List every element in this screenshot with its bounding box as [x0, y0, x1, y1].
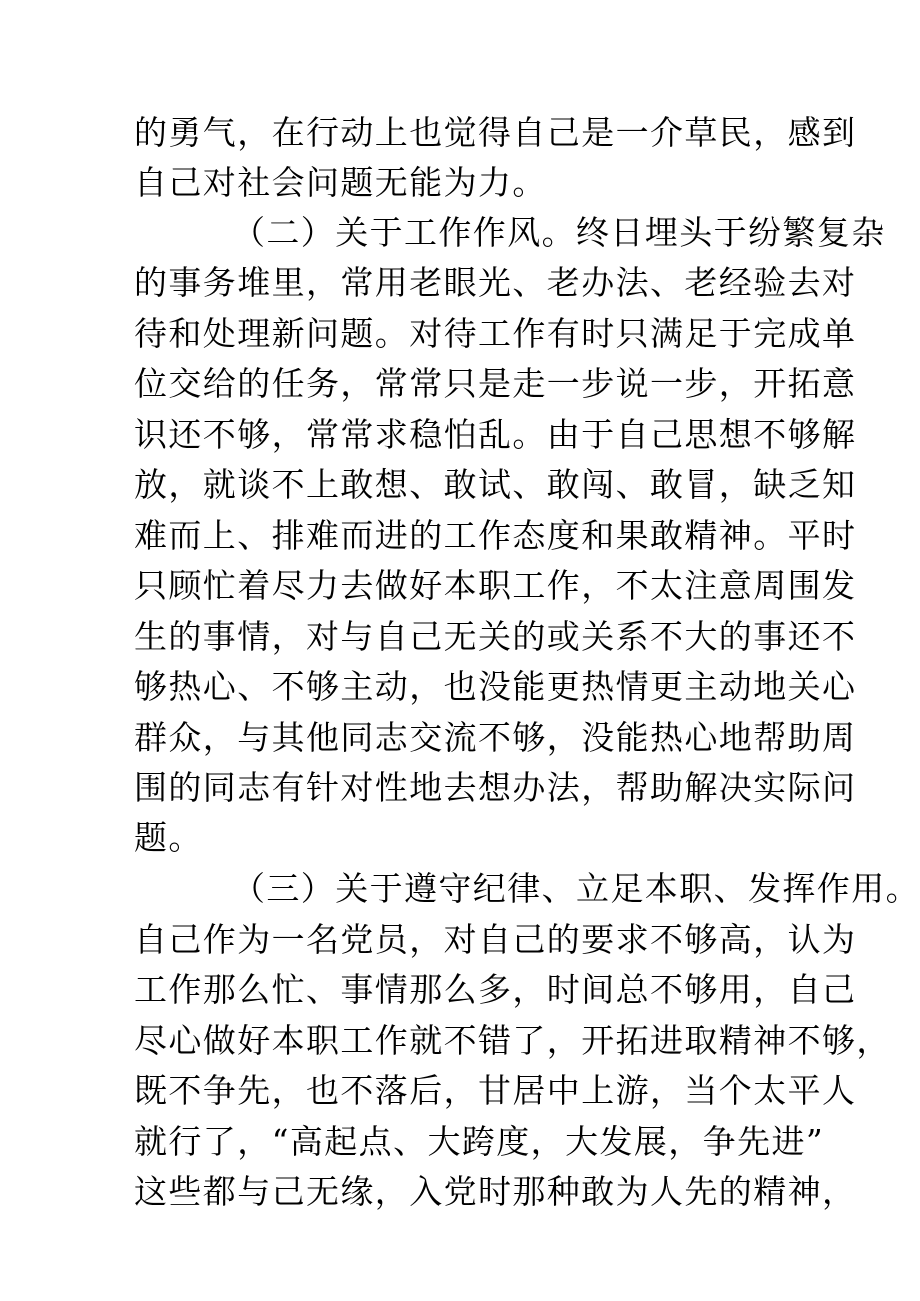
text-line: 群众，与其他同志交流不够，没能热心地帮助周: [134, 718, 857, 757]
text-line: 题。: [134, 818, 203, 857]
text-line: 够热心、不够主动，也没能更热情更主动地关心: [134, 667, 857, 706]
text-line: 识还不够，常常求稳怕乱。由于自己思想不够解: [134, 415, 857, 454]
text-line: 工作那么忙、事情那么多，时间总不够用，自己: [134, 970, 857, 1009]
text-line: 围的同志有针对性地去想办法，帮助解决实际问: [134, 768, 857, 807]
section-heading-line: （三）关于遵守纪律、立足本职、发挥作用。: [232, 869, 920, 908]
text-line: 这些都与己无缘，入党时那种敢为人先的精神，: [134, 1172, 857, 1211]
text-line: 自己对社会问题无能为力。: [134, 163, 547, 202]
text-line: 难而上、排难而进的工作态度和果敢精神。平时: [134, 516, 857, 555]
text-line: 就行了，“高起点、大跨度，大发展，争先进”: [134, 1122, 825, 1161]
text-line: 生的事情，对与自己无关的或关系不大的事还不: [134, 617, 857, 656]
text-line: 的勇气，在行动上也觉得自己是一介草民，感到: [134, 113, 857, 152]
text-line: 自己作为一名党员，对自己的要求不够高，认为: [134, 920, 857, 959]
section-heading-line: （二）关于工作作风。终日埋头于纷繁复杂: [232, 213, 886, 252]
text-line: 放，就谈不上敢想、敢试、敢闯、敢冒，缺乏知: [134, 465, 857, 504]
text-line: 既不争先，也不落后，甘居中上游，当个太平人: [134, 1071, 857, 1110]
text-line: 的事务堆里，常用老眼光、老办法、老经验去对: [134, 263, 857, 302]
text-line: 位交给的任务，常常只是走一步说一步，开拓意: [134, 364, 857, 403]
text-line: 待和处理新问题。对待工作有时只满足于完成单: [134, 314, 857, 353]
text-line: 只顾忙着尽力去做好本职工作，不太注意周围发: [134, 566, 857, 605]
text-line: 尽心做好本职工作就不错了，开拓进取精神不够，: [134, 1021, 891, 1060]
